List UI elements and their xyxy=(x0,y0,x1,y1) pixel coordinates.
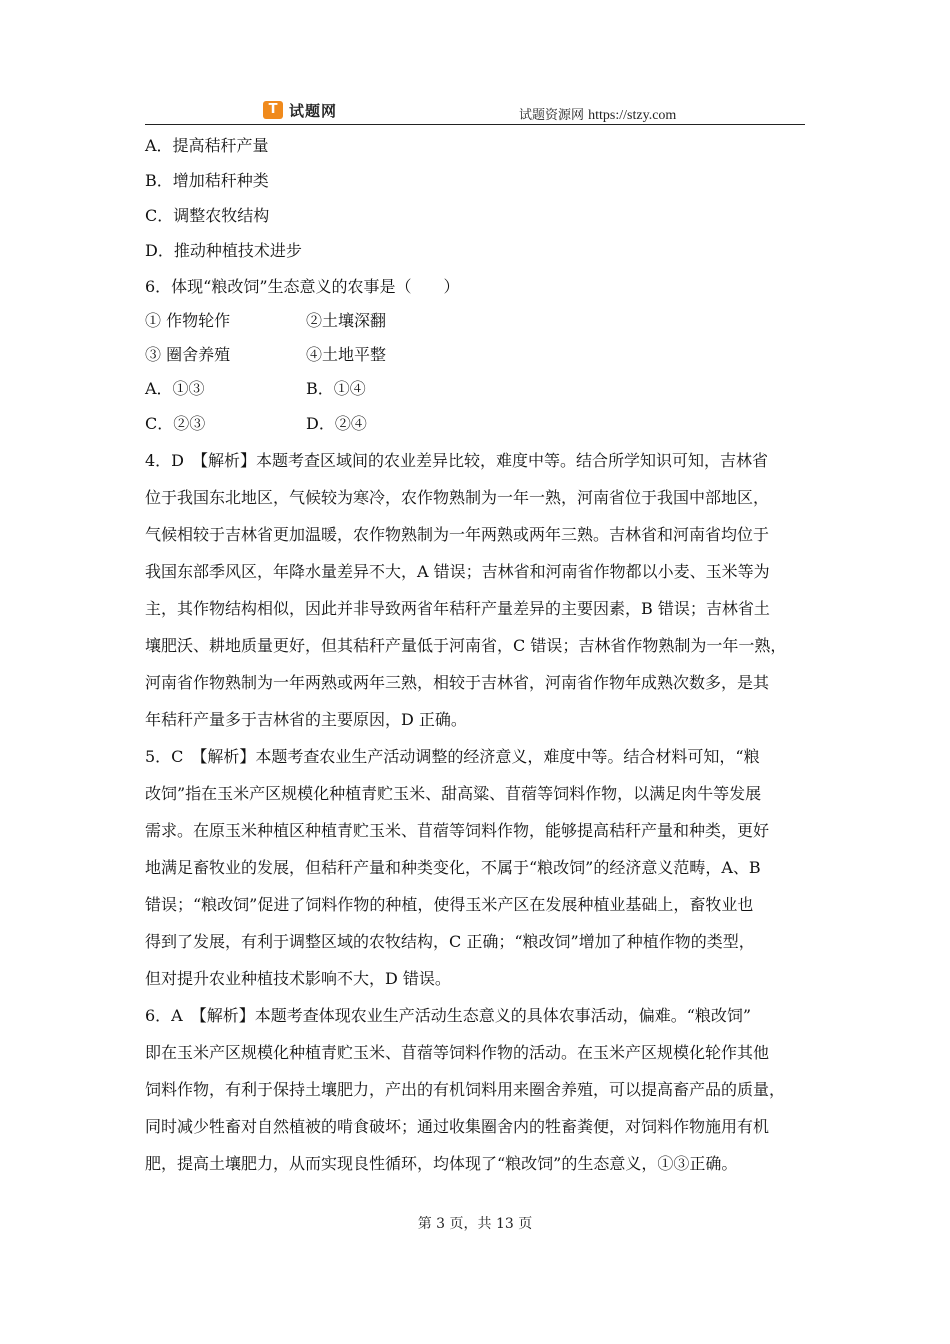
q5-option-d: D．推动种植技术进步 xyxy=(145,241,302,260)
answer-6-line: 饲料作物，有利于保持土壤肥力，产出的有机饲料用来圈舍养殖，可以提高畜产品的质量， xyxy=(145,1080,786,1099)
logo-t-icon: T xyxy=(263,101,283,119)
q6-option-a: A．①③ xyxy=(145,379,205,398)
q6-stem: 6．体现“粮改饲”生态意义的农事是（ ） xyxy=(145,277,460,296)
answer-6-line: 即在玉米产区规模化种植青贮玉米、苜蓿等饲料作物的活动。在玉米产区规模化轮作其他 xyxy=(145,1043,770,1062)
answer-4-line: 壤肥沃、耕地质量更好，但其秸秆产量低于河南省，C 错误；吉林省作物熟制为一年一熟， xyxy=(145,636,787,655)
answer-5-line: 地满足畜牧业的发展，但秸秆产量和种类变化，不属于“粮改饲”的经济意义范畴，A、B xyxy=(145,858,761,877)
answer-4-line: 气候相较于吉林省更加温暖，农作物熟制为一年两熟或两年三熟。吉林省和河南省均位于 xyxy=(145,525,770,544)
answer-6 xyxy=(145,1006,810,1174)
answer-5-line: 得到了发展，有利于调整区域的农牧结构，C 正确；“粮改饲”增加了种植作物的类型， xyxy=(145,932,755,951)
answer-5-line: 但对提升农业种植技术影响不大，D 错误。 xyxy=(145,969,451,988)
header-site-info xyxy=(519,104,676,124)
q6-item-3: ③ 圈舍养殖 xyxy=(145,345,231,364)
answer-6-line: 6．A 【解析】本题考查体现农业生产活动生态意义的具体农事活动，偏难。“粮改饲” xyxy=(145,1006,752,1025)
q6-option-d: D．②④ xyxy=(306,414,367,433)
site-name: 试题资源网 xyxy=(519,108,585,123)
answer-4-line: 位于我国东北地区，气候较为寒冷，农作物熟制为一年一熟，河南省位于我国中部地区， xyxy=(145,488,770,507)
q5-option-b: B．增加秸秆种类 xyxy=(145,171,269,190)
answer-6-line: 同时减少牲畜对自然植被的啃食破坏；通过收集圈舍内的牲畜粪便，对饲料作物施用有机 xyxy=(145,1117,770,1136)
q6-option-c: C．②③ xyxy=(145,414,206,433)
answer-4-line: 4．D 【解析】本题考查区域间的农业差异比较，难度中等。结合所学知识可知，吉林省 xyxy=(145,451,769,470)
q5-option-a: A．提高秸秆产量 xyxy=(145,136,269,155)
answer-4-line: 主，其作物结构相似，因此并非导致两省年秸秆产量差异的主要因素，B 错误；吉林省土 xyxy=(145,599,770,618)
answer-5-line: 改饲”指在玉米产区规模化种植青贮玉米、甜高粱、苜蓿等饲料作物，以满足肉牛等发展 xyxy=(145,784,762,803)
q6-item-1: ① 作物轮作 xyxy=(145,311,231,330)
q5-option-c: C．调整农牧结构 xyxy=(145,206,270,225)
q6-item-4: ④土地平整 xyxy=(306,345,387,364)
answer-4-line: 年秸秆产量多于吉林省的主要原因，D 正确。 xyxy=(145,710,467,729)
answer-6-line: 肥，提高土壤肥力，从而实现良性循环，均体现了“粮改饲”的生态意义，①③正确。 xyxy=(145,1154,738,1173)
answer-4 xyxy=(145,451,810,730)
answer-5 xyxy=(145,747,810,989)
answer-4-line: 我国东部季风区，年降水量差异不大，A 错误；吉林省和河南省作物都以小麦、玉米等为 xyxy=(145,562,770,581)
answer-5-line: 错误；“粮改饲”促进了饲料作物的种植，使得玉米产区在发展种植业基础上，畜牧业也 xyxy=(145,895,754,914)
q6-item-2: ②土壤深翻 xyxy=(306,311,387,330)
answer-5-line: 需求。在原玉米种植区种植青贮玉米、苜蓿等饲料作物，能够提高秸秆产量和种类，更好 xyxy=(145,821,770,840)
page-header xyxy=(145,98,805,125)
answer-4-line: 河南省作物熟制为一年两熟或两年三熟，相较于吉林省，河南省作物年成熟次数多，是其 xyxy=(145,673,770,692)
site-logo[interactable] xyxy=(263,100,337,120)
logo-text: 试题网 xyxy=(289,101,338,120)
answer-5-line: 5．C 【解析】本题考查农业生产活动调整的经济意义，难度中等。结合材料可知，“粮 xyxy=(145,747,760,766)
page-number: 第 3 页，共 13 页 xyxy=(417,1216,533,1232)
q6-option-b: B．①④ xyxy=(306,379,366,398)
site-url[interactable]: https://stzy.com xyxy=(588,108,677,123)
